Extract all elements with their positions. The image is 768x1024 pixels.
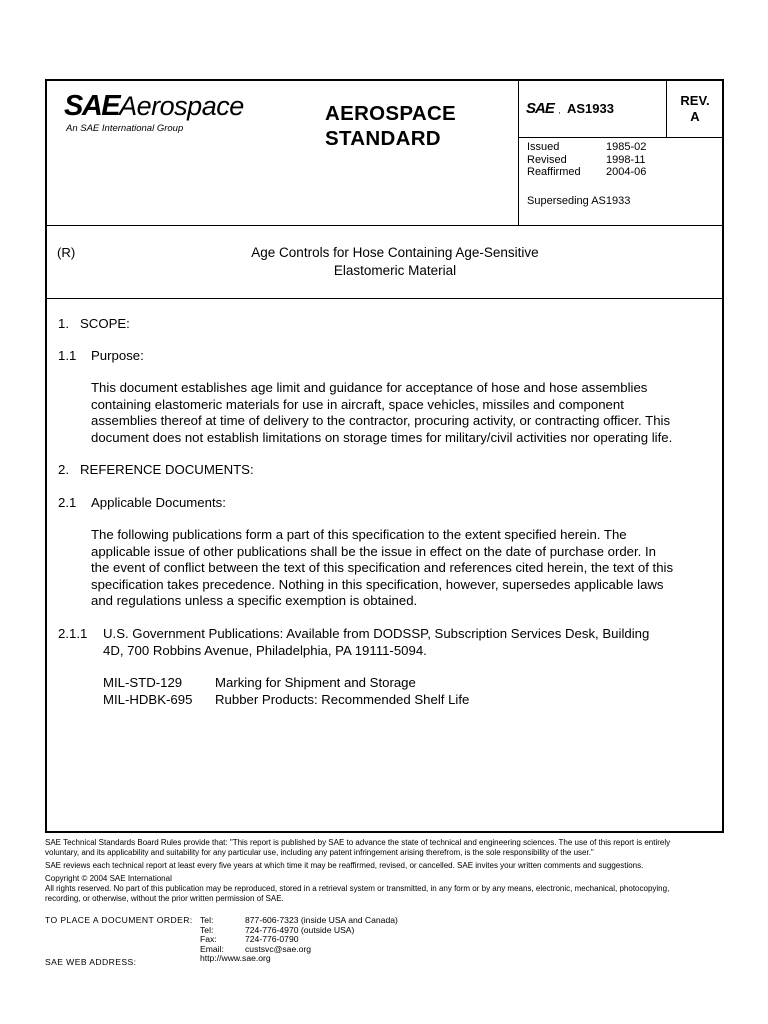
- document-title-line1: Age Controls for Hose Containing Age-Sensitive: [251, 245, 539, 260]
- doc-number-text: AS1933: [566, 101, 614, 116]
- docnum-box-left: [518, 80, 519, 226]
- reference-item: [103, 675, 469, 692]
- section-1-1-number: 1.1: [58, 348, 77, 363]
- section-2-1-title: Applicable Documents:: [91, 495, 226, 510]
- document-title: [200, 244, 590, 280]
- logo-subtitle: An SAE International Group: [66, 123, 184, 134]
- contact-label: Tel:: [200, 924, 214, 935]
- document-number: SAE , AS1933: [526, 100, 614, 117]
- revision-box: [667, 93, 723, 125]
- purpose-line: This document establishes age limit and guidance for acceptance of hose and hose assemblies: [91, 380, 648, 395]
- footer-rights-line1: All rights reserved. No part of this publication may be reproduced, stored in a retrieval system or transmitted, in any form or by any means, electronic, mechanical, photocopying,: [45, 884, 670, 893]
- contact-label: Fax:: [200, 934, 217, 945]
- section-2-number: 2.: [58, 462, 69, 477]
- section-1-title: SCOPE:: [80, 316, 130, 331]
- contact-value: 877-606-7323 (inside USA and Canada): [245, 915, 398, 925]
- reference-desc: Marking for Shipment and Storage: [215, 675, 416, 690]
- logo-aerospace-text: Aerospace: [119, 91, 244, 121]
- contact-value: 724-776-4970 (outside USA): [245, 924, 355, 935]
- frame-right-border: [722, 79, 724, 833]
- footer-copyright: Copyright © 2004 SAE International: [45, 874, 172, 883]
- reference-id: MIL-STD-129: [103, 675, 183, 690]
- applicable-line: specification takes precedence. Nothing in this specification, however, supersedes applicable laws: [91, 576, 664, 592]
- sae-aerospace-logo: [64, 90, 244, 123]
- section-1-number: 1.: [58, 316, 69, 331]
- frame-top-border: [45, 79, 724, 81]
- applicable-line: and regulations unless a specific exemption is obtained.: [91, 593, 418, 608]
- applicable-line: applicable issue of other publications shall be the issue in effect on the date of purchase order. In: [91, 543, 656, 559]
- standard-title: [325, 101, 456, 151]
- footer-rules-line2: voluntary, and its applicability and suitability for any particular use, including any patent infringement arising therefrom, is the sole responsibility of the user.": [45, 848, 594, 857]
- frame-left-border: [45, 79, 47, 833]
- purpose-line: document does not establish limitations on storage times for military/civil activities nor operating life.: [91, 429, 673, 445]
- contact-value: 724-776-0790: [245, 934, 299, 945]
- section-1-1-title: Purpose:: [91, 348, 144, 363]
- section-2-title: REFERENCE DOCUMENTS:: [80, 462, 254, 477]
- rev-value: A: [690, 109, 700, 124]
- section-2-1-number: 2.1: [58, 495, 77, 510]
- contact-value: custsvc@sae.org: [245, 943, 312, 954]
- standard-title-line2: STANDARD: [325, 127, 441, 150]
- revision-marker: (R): [57, 245, 76, 260]
- reference-list: [103, 675, 469, 708]
- web-address-link[interactable]: http://www.sae.org: [200, 953, 271, 964]
- section-1-1-heading: [58, 348, 144, 365]
- header-divider: [45, 225, 724, 226]
- title-divider: [45, 298, 724, 299]
- section-2-heading: [58, 462, 254, 479]
- footer-notice: [45, 838, 670, 904]
- issue-dates: [527, 141, 646, 179]
- footer-rights-line2: recording, or otherwise, without the prior written permission of SAE.: [45, 894, 284, 903]
- section-2-1-heading: [58, 495, 226, 512]
- purpose-paragraph: [91, 380, 672, 446]
- reference-id: MIL-HDBK-695: [103, 691, 193, 707]
- section-1-heading: [58, 316, 130, 333]
- reference-item: [103, 692, 469, 709]
- rev-label: REV.: [680, 93, 710, 108]
- section-2-1-1: [58, 626, 649, 659]
- superseding-note: Superseding AS1933: [527, 195, 631, 207]
- reaffirmed-value: 2004-06: [606, 166, 647, 178]
- footer-review: SAE reviews each technical report at least every five years at which time it may be reaffirmed, revised, or cancelled. SAE invites your written comments and suggestions.: [45, 861, 644, 870]
- purpose-line: containing elastomeric materials for use in aircraft, space vehicles, missiles and component: [91, 396, 624, 412]
- purpose-line: assemblies thereof at time of delivery to the contractor, procuring activity, or contracting officer. This: [91, 413, 671, 428]
- docnum-box-bottom: [518, 137, 723, 138]
- logo-sae-text: SAE: [64, 90, 120, 122]
- section-2-1-1-line1: U.S. Government Publications: Available from DODSSP, Subscription Services Desk, Building: [103, 626, 650, 641]
- footer-rules-line1: SAE Technical Standards Board Rules provide that: "This report is published by SAE to advance the state of technical and engineering sciences. The use of this report is entirely: [45, 838, 671, 847]
- revised-value: 1998-11: [606, 153, 646, 166]
- frame-bottom-border: [45, 831, 724, 833]
- contact-label: Tel:: [200, 915, 214, 925]
- small-sae-logo: SAE: [526, 100, 554, 117]
- section-2-1-1-line2: 4D, 700 Robbins Avenue, Philadelphia, PA 19111-5094.: [103, 642, 427, 658]
- issued-label: Issued: [527, 141, 560, 153]
- contact-label: Email:: [200, 943, 224, 954]
- revised-label: Revised: [527, 153, 567, 166]
- applicable-documents-paragraph: [91, 527, 673, 610]
- standard-title-line1: AEROSPACE: [325, 102, 457, 125]
- document-title-line2: Elastomeric Material: [333, 263, 457, 278]
- web-address-label: SAE WEB ADDRESS:: [45, 957, 137, 967]
- applicable-line: the event of conflict between the text of this specification and references cited herein, the text of this: [91, 560, 674, 575]
- issued-value: 1985-02: [606, 141, 647, 153]
- reference-desc: Rubber Products: Recommended Shelf Life: [215, 691, 470, 707]
- reaffirmed-label: Reaffirmed: [527, 166, 581, 178]
- section-2-1-1-number: 2.1.1: [58, 626, 88, 641]
- order-label: TO PLACE A DOCUMENT ORDER:: [45, 915, 193, 925]
- contact-list: [200, 916, 398, 964]
- applicable-line: The following publications form a part of this specification to the extent specified herein. The: [91, 527, 627, 542]
